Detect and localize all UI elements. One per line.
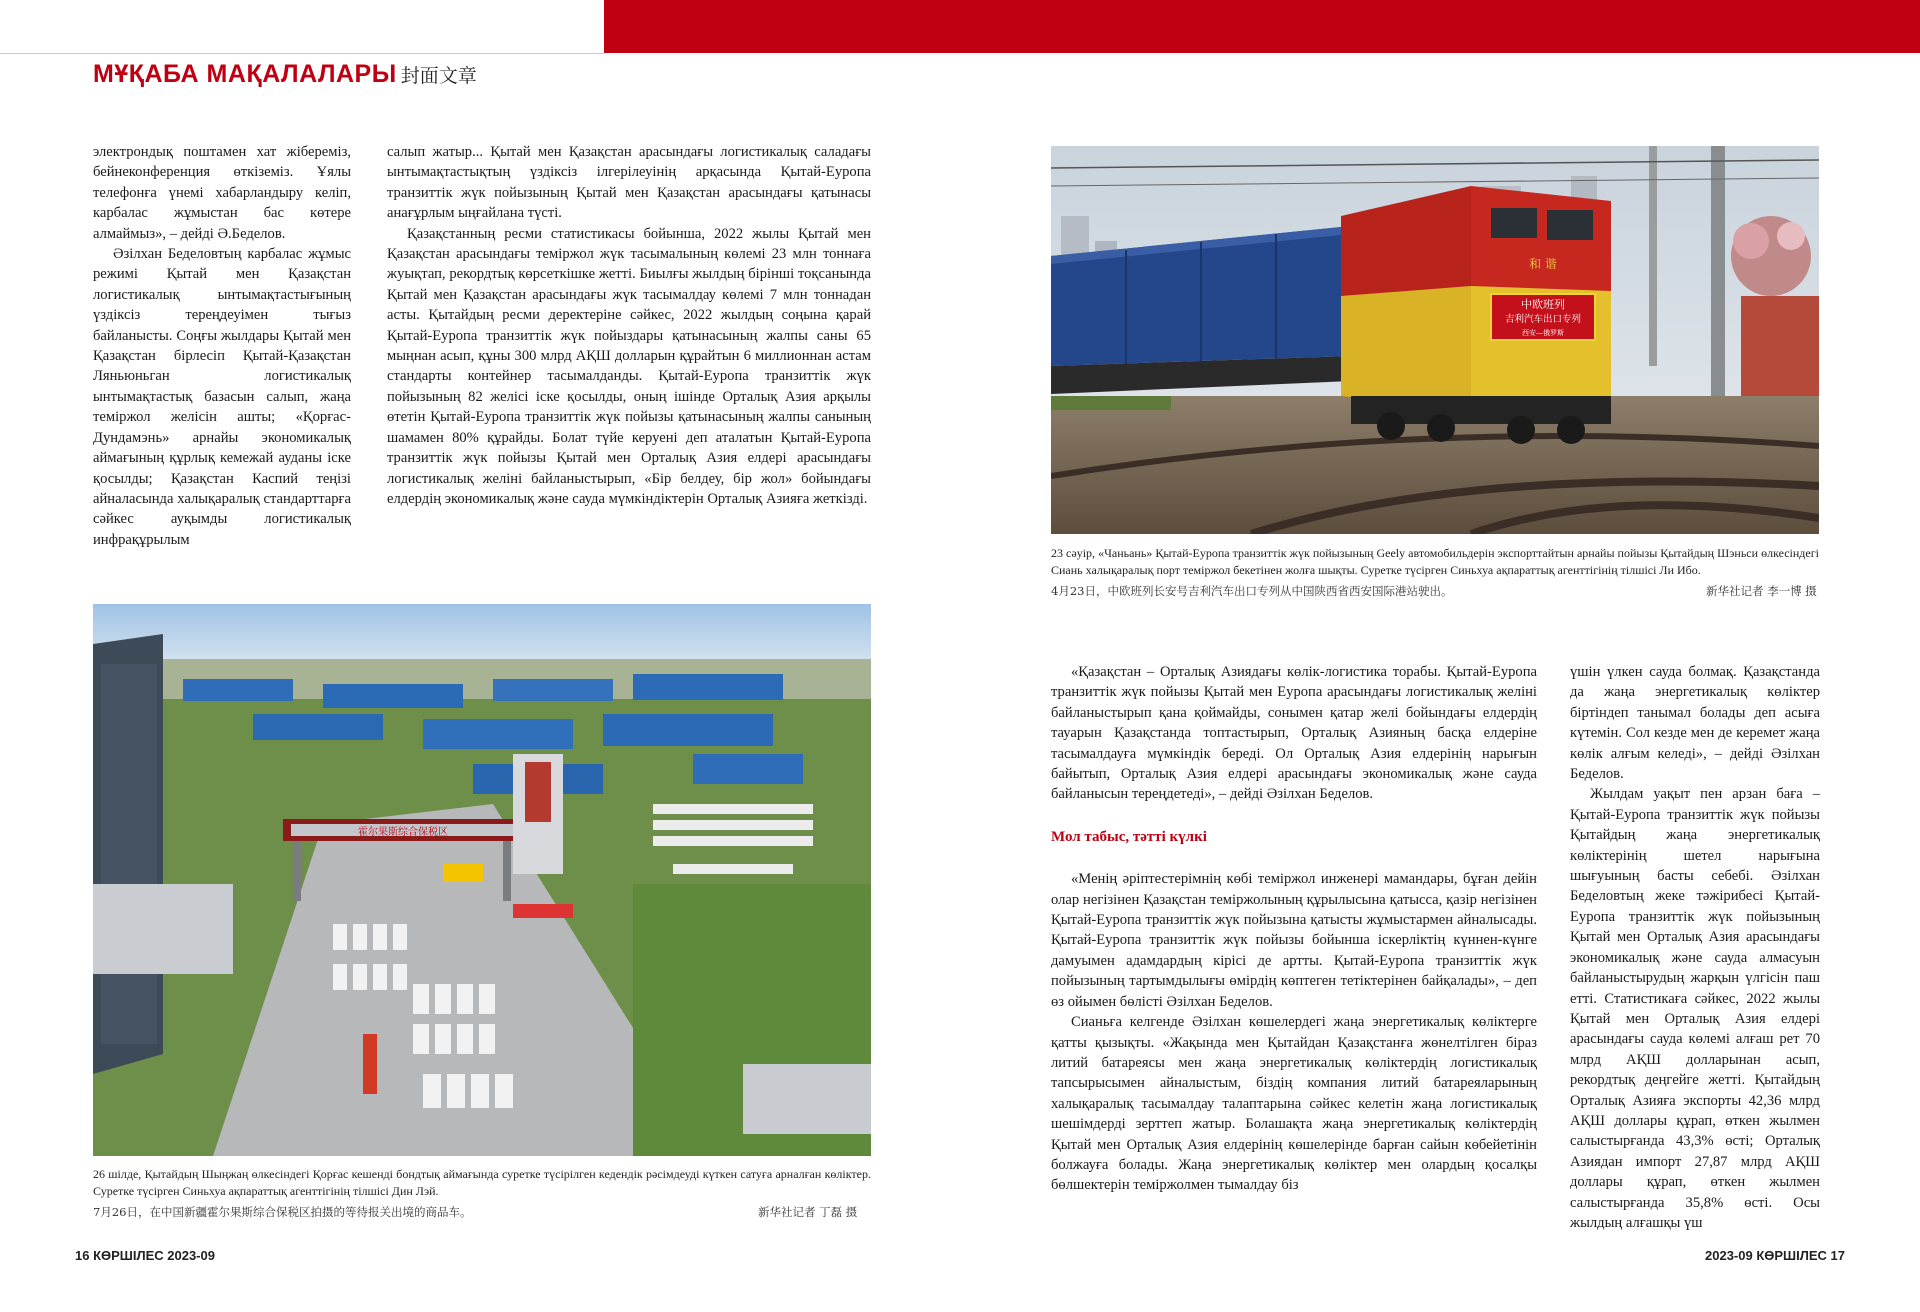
section-title-cn: 封面文章 — [400, 65, 477, 87]
right-column-2 — [1570, 662, 1820, 1233]
train-sign-line-1: 中欧班列 — [1521, 298, 1565, 311]
photo-bonded-zone — [93, 604, 871, 1156]
paragraph: үшін үлкен сауда болмақ. Қазақстанда да жаңа энергетикалық көліктер біртіндеп танымал болады деп асыға күтемін. Сол кезде мен де керемет жаңа көлік алғым келеді», – дейді Әзілхан Беделов. — [1570, 664, 1820, 783]
footer-left: 16 КӨРШІЛЕС 2023-09 — [75, 1248, 215, 1263]
top-red-bar — [604, 0, 1920, 53]
bonded-zone-photo-illustration — [93, 604, 871, 1156]
section-header — [93, 60, 477, 89]
footer-right: 2023-09 КӨРШІЛЕС 17 — [1705, 1248, 1845, 1263]
paragraph: Қазақстанның ресми статистикасы бойынша, 2022 жылы Қытай мен Қазақстан арасындағы теміржол жүк тасымалының көлемі 23 млн тоннаға жуықтап, рекордтық көрсеткішке жетті. Биылғы жылдың бірінші тоқсанында Қытай мен Қазақстан арасындағы жүк тасымалдау көлемі 7 млн тоннадан асты. Қытайдың ресми деректеріне сәйкес, 2022 жылдың соңына қарай Қытай-Еуропа транзиттік жүк пойыздары қатынасының жалпы саны 65 мыңнан асып, құны 300 млрд АҚШ долларын құрайтын 6 миллионнан астам стандарты контейнер тасымалданды. Қытай-Еуропа транзиттік жүк пойызының 82 желісі іске қосылды, оның ішінде Орталық Азия арқылы өтетін Қытай-Еуропа транзиттік жүк пойызы қатынасының жалпы санының шамамен 80% құрайды. Болат түйе керуені деп аталатын Қытай-Еуропа транзиттік жүк пойызы Қытай мен Орталық Азия елдері арасындағы логистикалық желіні байланыстырып, «Бір белдеу, бір жол» бойындағы елдердің экономикалық және сауда мүмкіндіктерін Орталық Азияға жеткізді. — [387, 225, 871, 507]
paragraph: «Қазақстан – Орталық Азиядағы көлік-логистика торабы. Қытай-Еуропа транзиттік жүк пойызы Қытай мен Еуропа арасындағы логистикалық желіні байланыстырып қана қоймайды, сонымен қатар желі бойындағы елдердің тауарын Қазақстанда топтастырып, Орталық Азияның басқа елдеріне тасымалдауға мүмкіндік береді. Ол Орталық Азия елдерінің нарығын байытып, Орталық Азия елдері арасындағы экономикалық және сауда байланысын тереңдетеді», – дейді Әзілхан Беделов. — [1051, 664, 1537, 803]
paragraph: Сианьға келгенде Әзілхан көшелердегі жаңа энергетикалық көліктерге қатты қызықты. «Жақында мен Қытайдан Қазақстанға жөнелтілген біраз литий батареясы мен жаңа энергетикалық көліктердің логистикалық тапсырысымен айналыстым, біздің компания литий батареяларының халықаралық тасымалдау талаптарына сәйкес келетін жаңа логистикалық шешімдерді зерттеп жатыр. Болашақта жаңа энергетикалық көліктердің Қытай мен Орталық Азия елдерінің көшелерінде барған сайын көбейетінін болжауға болады. Жаңа энергетикалық көліктер мен олардың қосалқы бөлшектерін теміржолмен тымалдау біз — [1051, 1014, 1537, 1194]
bonded-zone-photo-caption-cn: 7月26日，在中国新疆霍尔果斯综合保税区拍摄的等待报关出境的商品车。 — [93, 1205, 472, 1219]
section-title-kz: МҰҚАБА МАҚАЛАЛАРЫ — [93, 60, 397, 88]
left-column-1 — [93, 142, 351, 550]
loco-label: 和 谐 — [1529, 257, 1557, 271]
train-photo-credit-cn: 新华社记者 李一博 摄 — [1706, 584, 1817, 598]
paragraph: Жылдам уақыт пен арзан баға – Қытай-Еуропа транзиттік жүк пойызы Қытайдың жаңа энергетикалық көліктерінің шетел нарығына шығуының басты себебі. Әзілхан Беделовтың жеке тәжірибесі Қытай-Еуропа транзиттік жүк пойызының Қытай мен Орталық Азия арасындағы экономикалық және сауда алмасуын байланыстырудың жарқын үлгісін паш етті. Статистикаға сәйкес, 2022 жылы Қытай мен Орталық Азия елдері арасындағы сауда көлемі алғаш рет 70 млрд АҚШ долларынан асып, рекордтық деңгейге жетті. Қытайдың Орталық Азияға экспорты 42,36 млрд АҚШ доллары құрап, өткен жылмен салыстырғанда 43,3% өсті; Орталық Азиядан импорт 27,87 млрд АҚШ доллары құрап, өткен жылмен салыстырғанда 35,8% өсті. Осы жылдың алғашқы үш — [1570, 786, 1820, 1231]
gate-sign: 霍尔果斯综合保税区 — [358, 827, 448, 838]
bonded-zone-photo-credit-cn: 新华社记者 丁磊 摄 — [758, 1205, 858, 1219]
train-photo-caption-cn: 4月23日，中欧班列长安号吉利汽车出口专列从中国陕西省西安国际港站驶出。 — [1051, 584, 1453, 598]
photo-train — [1051, 146, 1819, 534]
train-photo-caption: 23 сәуір, «Чаньань» Қытай-Еуропа транзиттік жүк пойызының Geely автомобильдерін экспорттайтын арнайы пойызы Қытайдың Шэньси өлкесіндегі Сиань халықаралық порт теміржол бекетінен жолға шықты. Суретке түсірген Синьхуа ақпараттық агенттігінің тілшісі Ли Ибо. — [1051, 546, 1819, 577]
top-rule — [0, 53, 604, 54]
paragraph: Әзілхан Беделовтың карбалас жұмыс режимі Қытай мен Қазақстан логистикалық ынтымақтастығының үздіксіз тереңдеуімен тығыз байланысты. Соңғы жылдары Қытай мен Қазақстан бірлесіп Қытай-Қазақстан Ляньюньган логистикалық ынтымақтастық базасын салып, жаңа теміржол желісін ашты; «Қорғас-Дундамэнь» арнайы экономикалық аймағының құрлық кемежай ауданы іске қосылды; Қазақстан Каспий теңізі айналасында халықаралық стандарттарға сәйкес ауқымды логистикалық инфрақұрылым — [93, 246, 351, 548]
section-subheading: Мол табыс, тәтті күлкі — [1051, 828, 1207, 845]
left-column-2 — [387, 142, 871, 509]
train-sign-line-2: 吉利汽车出口专列 — [1504, 314, 1582, 325]
train-photo-illustration — [1051, 146, 1819, 534]
right-column-1 — [1051, 662, 1537, 1196]
paragraph: электрондық поштамен хат жібереміз, бейнеконференция өткіземіз. Ұялы телефонға үнемі хабарландыру келіп, карбалас жұмыстан бас көтере алмаймыз», – дейді Ә.Беделов. — [93, 144, 351, 242]
bonded-zone-photo-caption: 26 шілде, Қытайдың Шыңжаң өлкесіндегі Қорғас кешенді бондтық аймағында суретке түсірілген кедендік рәсімдеуді күткен сатуға арналған көліктер. Суретке түсірген Синьхуа ақпараттық агенттігінің тілшісі Дин Лэй. — [93, 1167, 871, 1198]
paragraph: салып жатыр... Қытай мен Қазақстан арасындағы логистикалық саладағы ынтымақтастықтың үздіксіз ілгерілеуінің арқасында Қытай-Еуропа транзиттік жүк пойызының Қытай мен Қазақстан арасындағы қатынасы анағұрлым ыңғайлана түсті. — [387, 144, 871, 222]
paragraph: «Менің әріптестерімнің көбі теміржол инженері мамандары, бұған дейін олар негізінен Қазақстан теміржолының құрылысына қатысса, қазір негізінен Қытай-Еуропа транзиттік жүк пойызына қатысты жұмыстармен айналысады. Қытай-Еуропа транзиттік жүк пойызы бойынша іскерліктің күннен-күнге дамуымен адамдардың кірісі де артты. Қытай-Еуропа транзиттік жүк пойызының тартымдылығы өмірдің көптеген тетіктерінен байқалады», – деп өз ойымен бөлісті Әзілхан Беделов. — [1051, 871, 1537, 1010]
train-sign-line-3: 西安—俄罗斯 — [1522, 329, 1564, 337]
